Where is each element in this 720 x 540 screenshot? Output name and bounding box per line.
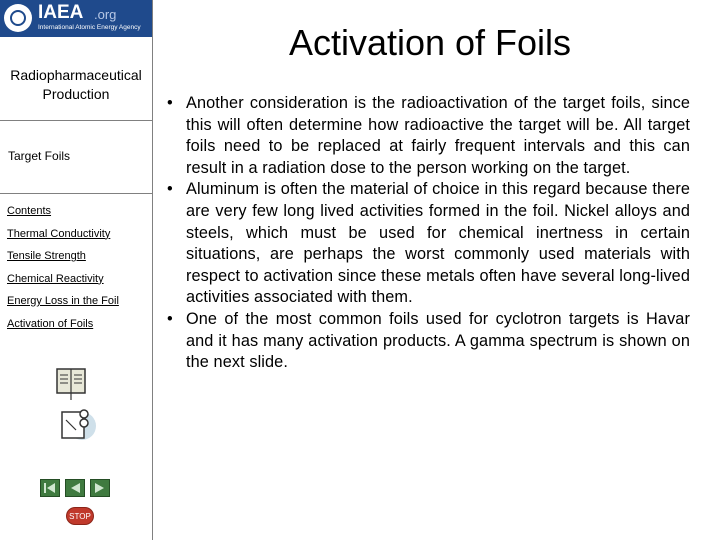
sidebar-divider bbox=[0, 193, 152, 194]
bullet-item bbox=[160, 179, 690, 309]
section-title bbox=[0, 66, 152, 104]
bullet-marker: • bbox=[167, 180, 173, 199]
sidebar-divider bbox=[0, 120, 152, 121]
bullet-text: Another consideration is the radioactivation of the target foils, since this will often determine how radioactive the target will be. All target foils need to be replaced at fairly frequent intervals and this can result in a radiation dose to the person working on the target. bbox=[186, 94, 690, 177]
nav-link-chemical-reactivity[interactable]: Chemical Reactivity bbox=[7, 272, 104, 285]
next-slide-icon[interactable] bbox=[90, 479, 110, 497]
nav-link-energy-loss[interactable]: Energy Loss in the Foil bbox=[7, 295, 119, 307]
iaea-logo bbox=[0, 0, 152, 37]
nav-link-thermal-conductivity[interactable]: Thermal Conductivity bbox=[7, 227, 111, 240]
logo-domain: .org bbox=[94, 7, 117, 22]
content-divider bbox=[152, 0, 153, 540]
nav-link-activation-of-foils[interactable]: Activation of Foils bbox=[7, 317, 94, 330]
subsection-title: Target Foils bbox=[8, 149, 71, 163]
sidebar-nav bbox=[7, 204, 119, 339]
nav-link-tensile-strength[interactable]: Tensile Strength bbox=[7, 250, 86, 262]
flowchart-icon[interactable] bbox=[58, 406, 96, 442]
bullet-marker: • bbox=[167, 94, 173, 112]
stop-button[interactable]: STOP bbox=[66, 507, 94, 525]
logo-brand: IAEA bbox=[38, 2, 84, 23]
bullet-item bbox=[160, 93, 690, 179]
bullet-text: One of the most common foils used for cyclotron targets is Havar and it has many activation products. A gamma spectrum is shown on the next slide. bbox=[186, 309, 690, 372]
bullet-list bbox=[160, 93, 690, 374]
slide-title: Activation of Foils bbox=[288, 22, 572, 63]
bullet-item bbox=[160, 309, 690, 374]
previous-slide-icon[interactable] bbox=[65, 479, 85, 497]
section-title-line2: Production bbox=[42, 86, 110, 102]
book-icon[interactable] bbox=[52, 365, 90, 401]
atom-logo-icon bbox=[4, 4, 32, 32]
bullet-text: Aluminum is often the material of choice in this regard because there are very few long lived activities formed in the foil. Nickel alloys and steels, which must be used for chemical inertness in certain situations, are perhaps the worst commonly used materials with respect to activation since these metals often have several long-lived activities associated with them. bbox=[186, 180, 690, 307]
nav-link-contents[interactable]: Contents bbox=[7, 205, 52, 217]
first-slide-icon[interactable] bbox=[40, 479, 60, 497]
bullet-marker: • bbox=[167, 309, 173, 328]
section-title-line1: Radiopharmaceutical bbox=[10, 67, 142, 83]
logo-agency: International Atomic Energy Agency bbox=[38, 24, 141, 31]
